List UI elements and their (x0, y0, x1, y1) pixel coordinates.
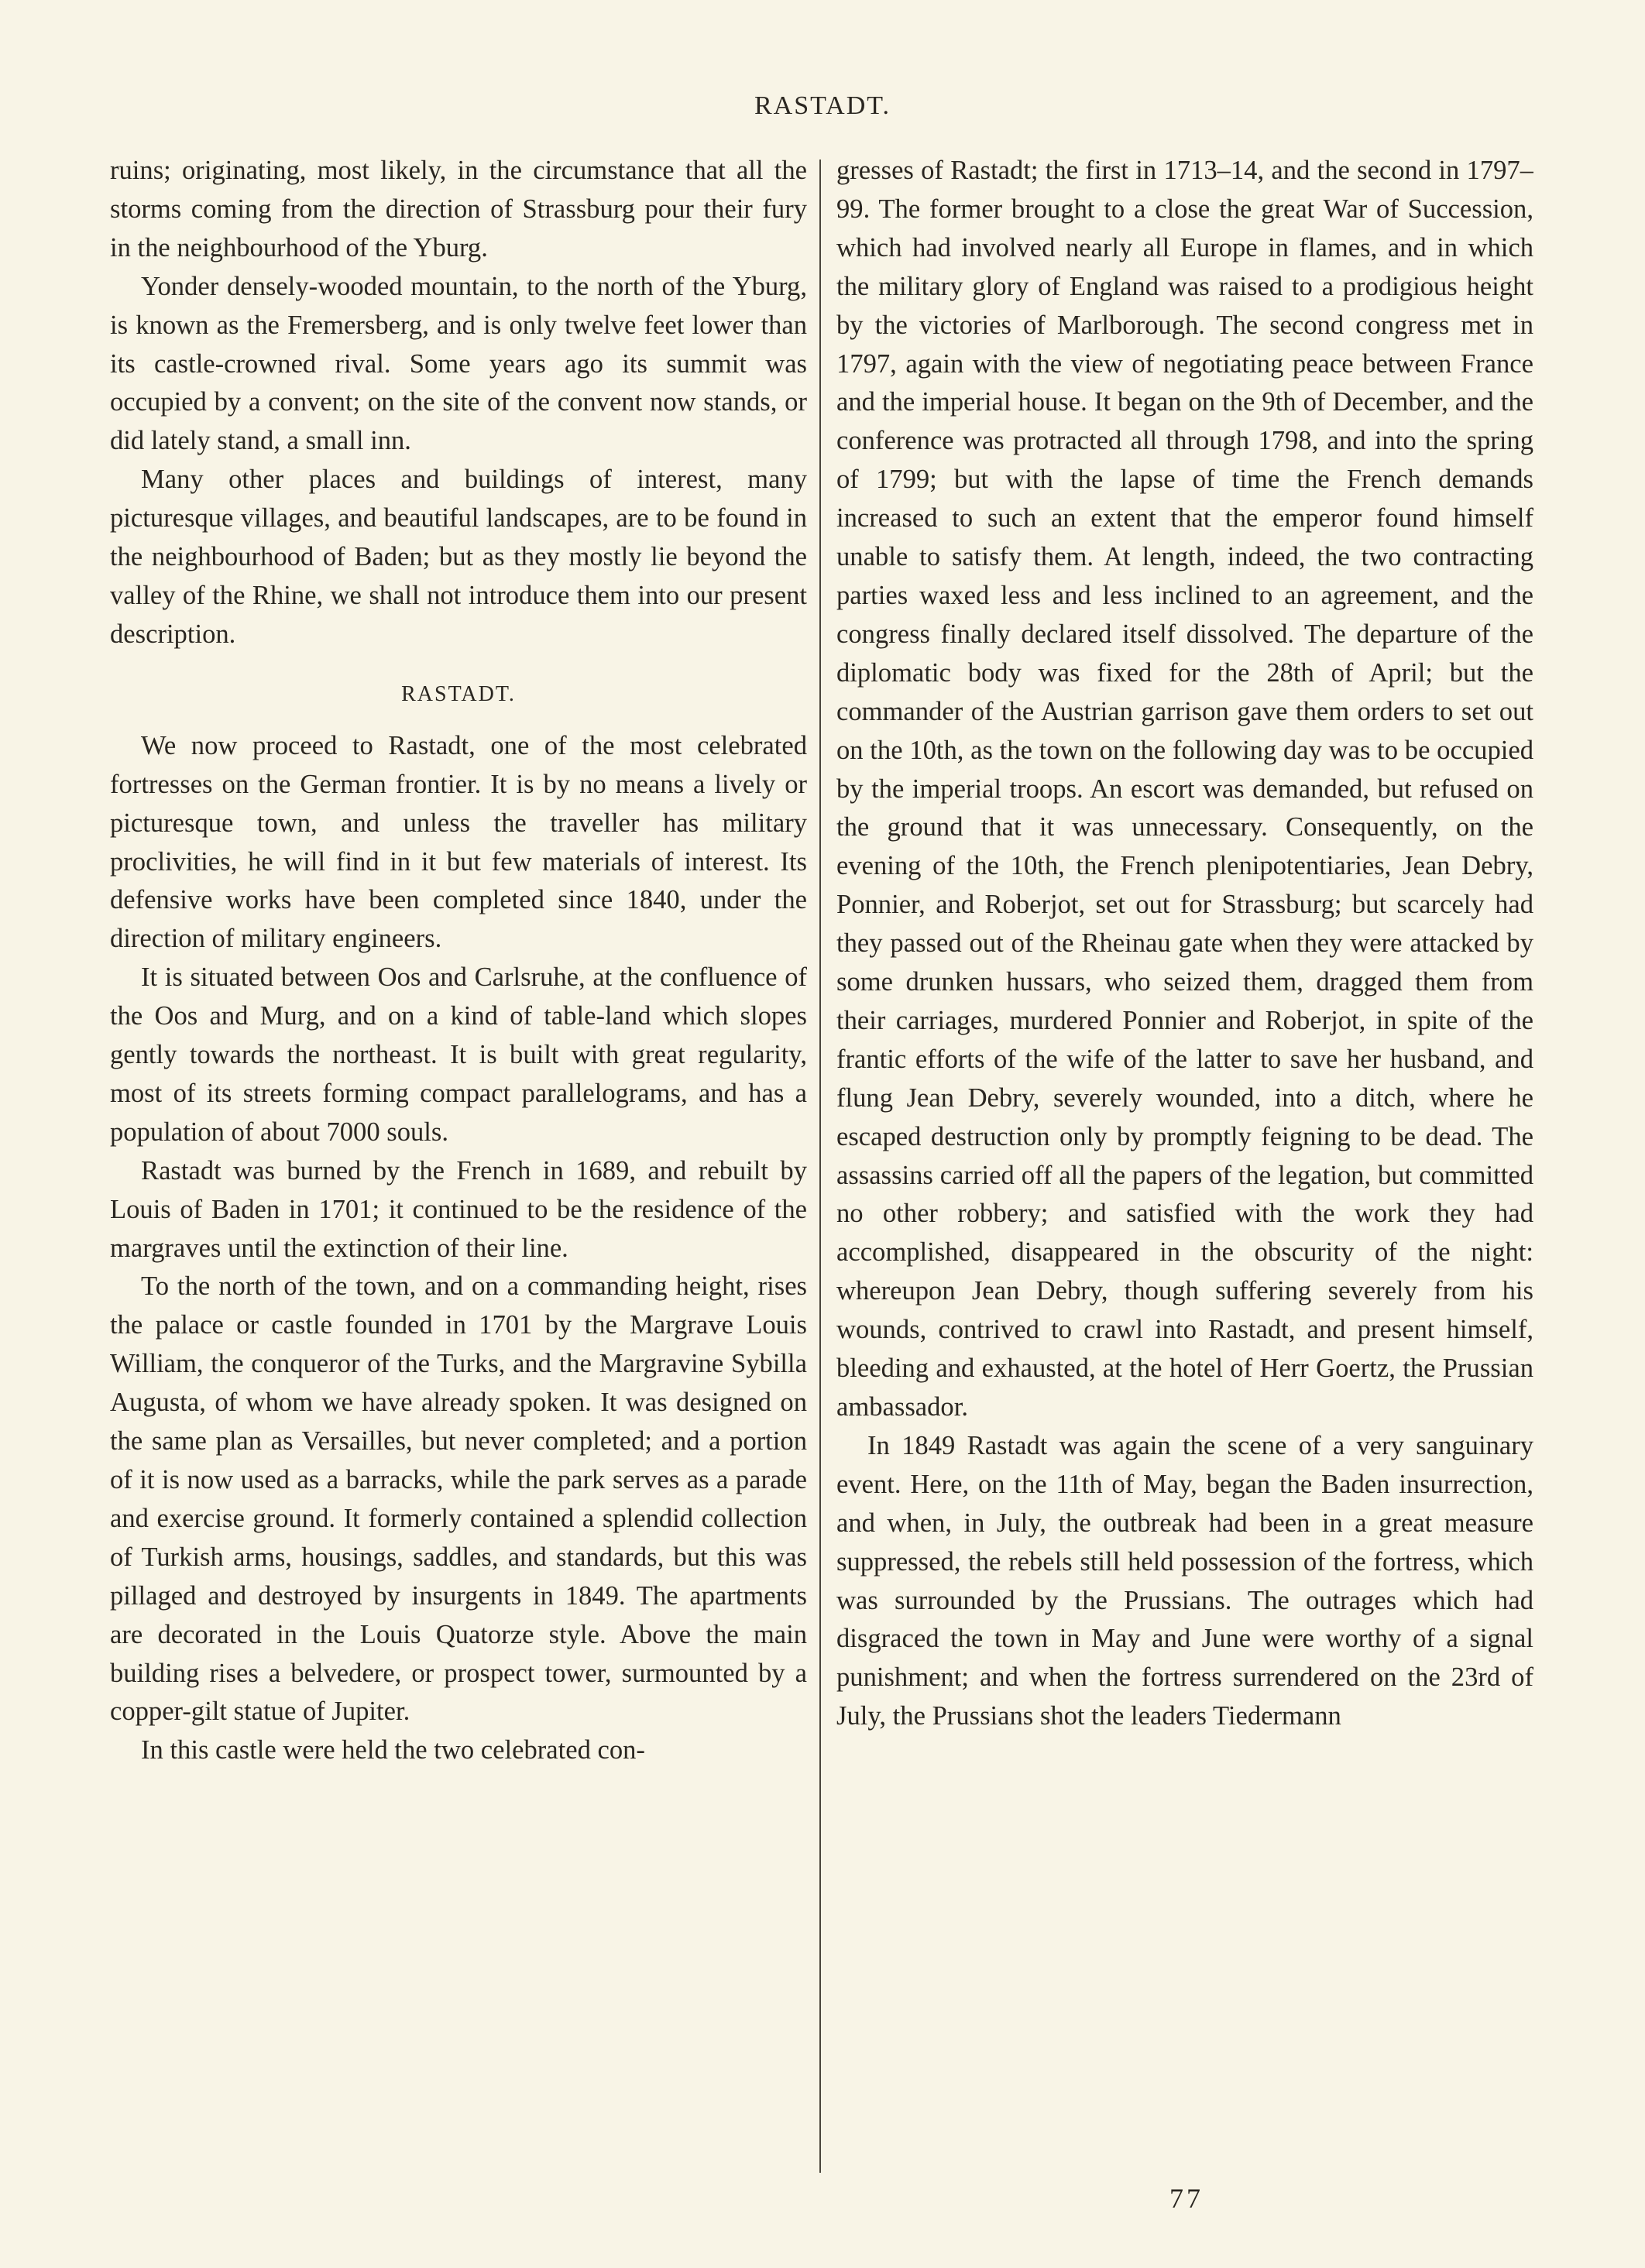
paragraph: In this castle were held the two celebrated con- (141, 1735, 645, 1765)
paragraph: It is situated between Oos and Carlsruhe, at the confluence of the Oos and Murg, and on a kind of table-land which slopes gently towards the northeast. It is built with great regularity, most of its streets forming compact parallelograms, and has a population of about 7000 souls. (110, 962, 807, 1147)
paragraph: We now proceed to Rastadt, one of the most celebrated fortresses on the German frontier. It is by no means a lively or picturesque town, and unless the traveller has military proclivities, he will find in it but few materials of interest. Its defensive works have been completed since 1840, under the direction of military engineers. (110, 730, 807, 954)
paragraph: gresses of Rastadt; the first in 1713–14, and the second in 1797–99. The former brought to a close the great War of Succession, which had involved nearly all Europe in flames, and in which the military glory of England was raised to a prodigious height by the victories of Marlborough. The second congress met in 1797, again with the view of negotiating peace between France and the imperial house. It began on the 9th of December, and the conference was protracted all through 1798, and into the spring of 1799; but with the lapse of time the French demands increased to such an extent that the emperor found himself unable to satisfy them. At length, indeed, the two contracting parties waxed less and less inclined to an agreement, and the congress finally declared itself dissolved. The departure of the diplomatic body was fixed for the 28th of April; but the commander of the Austrian garrison gave them orders to set out on the 10th, as the town on the following day was to be occupied by the imperial troops. An escort was demanded, but refused on the ground that it was unnecessary. Consequently, on the evening of the 10th, the French plenipotentiaries, Jean Debry, Ponnier, and Roberjot, set out for Strassburg; but scarcely had they passed out of the Rheinau gate when they were attacked by some drunken hussars, who seized them, dragged them from their carriages, murdered Ponnier and Roberjot, in spite of the frantic efforts of the wife of the latter to save her husband, and flung Jean Debry, severely wounded, into a ditch, where he escaped destruction only by promptly feigning to be dead. The assassins carried off all the papers of the legation, but committed no other robbery; and satisfied with the work they had accomplished, disappeared in the obscurity of the night: whereupon Jean Debry, though suffering severely from his wounds, contrived to crawl into Rastadt, and present himself, bleeding and exhausted, at the hotel of Herr Goertz, the Prussian ambassador. (836, 156, 1533, 1422)
page-number: 77 (1169, 2183, 1204, 2214)
paragraph: ruins; originating, most likely, in the circumstance that all the storms coming from the direction of Strassburg pour their fury in the neighbourhood of the Yburg. (110, 156, 807, 262)
paragraph: In 1849 Rastadt was again the scene of a very sanguinary event. Here, on the 11th of May, began the Baden insurrection, and when, in July, the outbreak had been in a great measure suppressed, the rebels still held possession of the fortress, which was surrounded by the Prussians. The outrages which had disgraced the town in May and June were worthy of a signal punishment; and when the fortress surrendered on the 23rd of July, the Prussians shot the leaders Tiedermann (836, 1430, 1533, 1731)
section-heading: RASTADT. (401, 681, 516, 706)
paragraph: Rastadt was burned by the French in 1689, and rebuilt by Louis of Baden in 1701; it continued to be the residence of the margraves until the extinction of their line. (110, 1155, 807, 1263)
right-column (836, 152, 1533, 2119)
column-divider (819, 160, 821, 2173)
left-column (110, 152, 807, 2119)
paragraph: To the north of the town, and on a commanding height, rises the palace or castle founded in 1701 by the Margrave Louis William, the conqueror of the Turks, and the Margravine Sybilla Augusta, of whom we have already spoken. It was designed on the same plan as Versailles, but never completed; and a portion of it is now used as a barracks, while the park serves as a parade and exercise ground. It formerly contained a splendid collection of Turkish arms, housings, saddles, and standards, but this was pillaged and destroyed by insurgents in 1849. The apartments are decorated in the Louis Quatorze style. Above the main building rises a belvedere, or prospect tower, surmounted by a copper-gilt statue of Jupiter. (110, 1271, 807, 1727)
running-header: RASTADT. (754, 91, 891, 120)
paragraph: Many other places and buildings of interest, many picturesque villages, and beautiful landscapes, are to be found in the neighbourhood of Baden; but as they mostly lie beyond the valley of the Rhine, we shall not introduce them into our present description. (110, 465, 807, 649)
paragraph: Yonder densely-wooded mountain, to the north of the Yburg, is known as the Fremersberg, and is only twelve feet lower than its castle-crowned rival. Some years ago its summit was occupied by a convent; on the site of the convent now stands, or did lately stand, a small inn. (110, 271, 807, 456)
